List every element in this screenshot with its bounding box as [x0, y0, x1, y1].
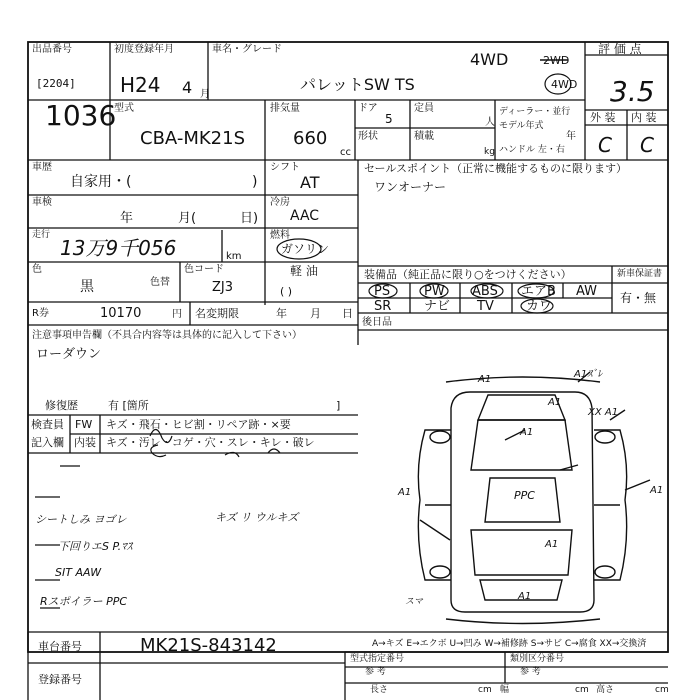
equip-sr: SR — [374, 299, 392, 314]
inspection-label: 車検 — [32, 197, 52, 208]
history-value: 自家用・( — [70, 174, 132, 190]
repair-close: ] — [336, 399, 341, 412]
reg-year: H24 — [120, 73, 161, 97]
diagram-label-3: A1 — [548, 397, 562, 408]
diagram-label-ppc: PPC — [514, 489, 535, 502]
ac-value: AAC — [290, 208, 320, 224]
door-label: ドア — [358, 103, 378, 114]
diagram-legend: A→キズ E→エクボ U→凹み W→補修跡 S→サビ C→腐食 XX→交換済 — [372, 639, 647, 649]
check-nai: 内装 — [74, 436, 96, 449]
year-unit: 年 — [566, 131, 576, 142]
fuel-label: 燃料 — [270, 230, 290, 241]
equip-navi: ナビ — [424, 299, 451, 314]
equip-tv: TV — [477, 299, 494, 314]
color-value: 黒 — [80, 279, 94, 295]
int-grade: C — [640, 133, 654, 157]
class-sub: 参 考 — [520, 667, 541, 677]
height-unit: cm — [655, 685, 669, 695]
deadline-day: 日 — [342, 307, 353, 320]
sales-value: ワンオーナー — [374, 180, 447, 194]
capacity-unit: 人 — [485, 117, 495, 128]
equip-aw: AW — [576, 284, 598, 299]
load-unit: kg — [484, 147, 495, 157]
chassis-label: 車台番号 — [38, 640, 82, 653]
deadline-year: 年 — [276, 307, 287, 320]
equip-ps: PS — [374, 284, 391, 299]
score-label: 評 価 点 — [598, 42, 642, 56]
shape-label: 形状 — [358, 131, 378, 142]
disp-label: 排気量 — [270, 103, 300, 114]
diagram-label-7: A1 — [650, 485, 664, 496]
fuel-diesel: 軽 油 — [290, 264, 318, 278]
load-label: 積載 — [414, 131, 434, 142]
warranty-value: 有・無 — [620, 291, 657, 305]
ext-label: 外 装 — [590, 111, 616, 124]
equip-airbag: エアB — [521, 284, 556, 299]
recycle-label: R券 — [32, 308, 49, 319]
check-nai-items: キズ・汚レ・コゲ・穴・スレ・キレ・破レ — [106, 436, 315, 449]
diagram-label-8: A1 — [545, 539, 559, 550]
drive-label: 4WD — [470, 50, 509, 69]
fuel-paren: ( ) — [280, 285, 293, 298]
disp-unit: cc — [340, 147, 351, 158]
lot-label: 出品番号 — [32, 44, 72, 55]
doors-value: 5 — [385, 112, 393, 126]
deadline-month: 月 — [310, 307, 321, 320]
model-value: CBA-MK21S — [140, 128, 245, 149]
length-label: 長さ — [370, 685, 389, 695]
check-fw-items: キズ・飛石・ヒビ割・リペア跡・×要 — [106, 418, 291, 431]
height-label: 高さ — [596, 685, 615, 695]
mileage-unit: km — [226, 251, 242, 262]
diagram-label-9: A1 — [518, 591, 532, 602]
color-code-label: 色コード — [184, 264, 224, 275]
repair-value: 有 [箇所 — [108, 399, 149, 412]
type-cert-label: 型式指定番号 — [350, 654, 405, 664]
capacity-label: 定員 — [414, 103, 434, 114]
handwritten-line-1: シートしみ ヨゴレ — [35, 513, 127, 526]
inspection-year: 年 — [120, 211, 134, 226]
reg-month: 4 — [182, 78, 193, 97]
displacement: 660 — [293, 128, 328, 149]
mileage-value: 13万9千056 — [60, 236, 177, 260]
chassis-number: MK21S-843142 — [140, 635, 277, 656]
diagram-label-2: A1ｽﾞﾚ — [574, 369, 603, 380]
drive-alt-label: 2WD — [543, 54, 570, 67]
model-year-label: モデル年式 — [499, 121, 544, 131]
car-name: パレットSW TS — [300, 75, 415, 94]
handwritten-line-2: 下回りエS P.ﾏｽ — [58, 540, 133, 553]
score-value: 3.5 — [610, 75, 655, 108]
drive-circle-label: 4WD — [551, 78, 578, 91]
diagram-label-5: XX A1 — [588, 407, 619, 418]
after-label: 後日品 — [362, 317, 392, 328]
int-label: 内 装 — [631, 111, 657, 124]
mileage-label: 走行 — [32, 230, 51, 240]
equip-pw: PW — [424, 284, 445, 299]
handwritten-line-1b: キズ リ ウルキズ — [215, 511, 299, 524]
notes-value: ローダウン — [36, 347, 102, 362]
class-label: 類別区分番号 — [510, 654, 565, 664]
fuel-gasoline: ガソリン — [281, 242, 330, 256]
recycle-unit: 円 — [172, 309, 182, 320]
ext-grade: C — [598, 133, 612, 157]
history-close: ) — [252, 174, 258, 190]
handwritten-line-4: Rスポイラー PPC — [40, 595, 128, 608]
dealer-label: ディーラー・並行 — [499, 107, 571, 117]
deadline-label: 名変期限 — [195, 307, 239, 320]
check-label-2: 記入欄 — [31, 436, 64, 449]
equip-abs: ABS — [472, 284, 498, 299]
name-label: 車名・グレード — [212, 44, 282, 55]
lot-number: 1036 — [45, 99, 117, 132]
check-label-1: 検査員 — [31, 418, 64, 431]
diagram-label-6: A1 — [398, 487, 412, 498]
color-change-label: 色替 — [150, 277, 170, 288]
diagram-label-1: A1 — [478, 374, 492, 385]
sales-label: セールスポイント（正常に機能するものに限ります） — [364, 162, 628, 175]
diagram-label-10: スマ — [405, 597, 423, 607]
reg-no-label: 登録番号 — [38, 673, 82, 686]
reg-label: 初度登録年月 — [114, 44, 174, 55]
repair-label: 修復歴 — [45, 399, 78, 412]
shift-label: シフト — [270, 162, 300, 173]
handle-label: ハンドル 左・右 — [499, 145, 565, 155]
reg-month-unit: 月 — [200, 89, 210, 100]
color-code: ZJ3 — [212, 280, 234, 295]
width-label: 幅 — [500, 685, 510, 695]
diagram-label-4: A1 — [520, 427, 534, 438]
inspection-month: 月( — [178, 211, 197, 226]
handwritten-line-3: SIT AAW — [55, 566, 102, 579]
lot-prefix: [2204] — [36, 77, 76, 90]
type-cert-sub: 参 考 — [365, 667, 386, 677]
notes-label: 注意事項申告欄（不具合内容等は具体的に記入して下さい） — [32, 330, 302, 341]
width-unit: cm — [575, 685, 589, 695]
shift-value: AT — [300, 173, 320, 192]
check-fw: FW — [75, 418, 93, 431]
warranty-label: 新車保証書 — [617, 269, 663, 279]
inspection-day: 日) — [240, 211, 259, 226]
length-unit: cm — [478, 685, 492, 695]
recycle-value: 10170 — [100, 306, 142, 321]
color-label: 色 — [32, 264, 42, 275]
ac-label: 冷房 — [270, 197, 290, 208]
equipment-label: 装備品（純正品に限り○をつけください） — [364, 268, 572, 281]
equip-leather: カワ — [526, 299, 553, 314]
model-label: 型式 — [114, 103, 134, 114]
history-label: 車歴 — [32, 162, 52, 173]
